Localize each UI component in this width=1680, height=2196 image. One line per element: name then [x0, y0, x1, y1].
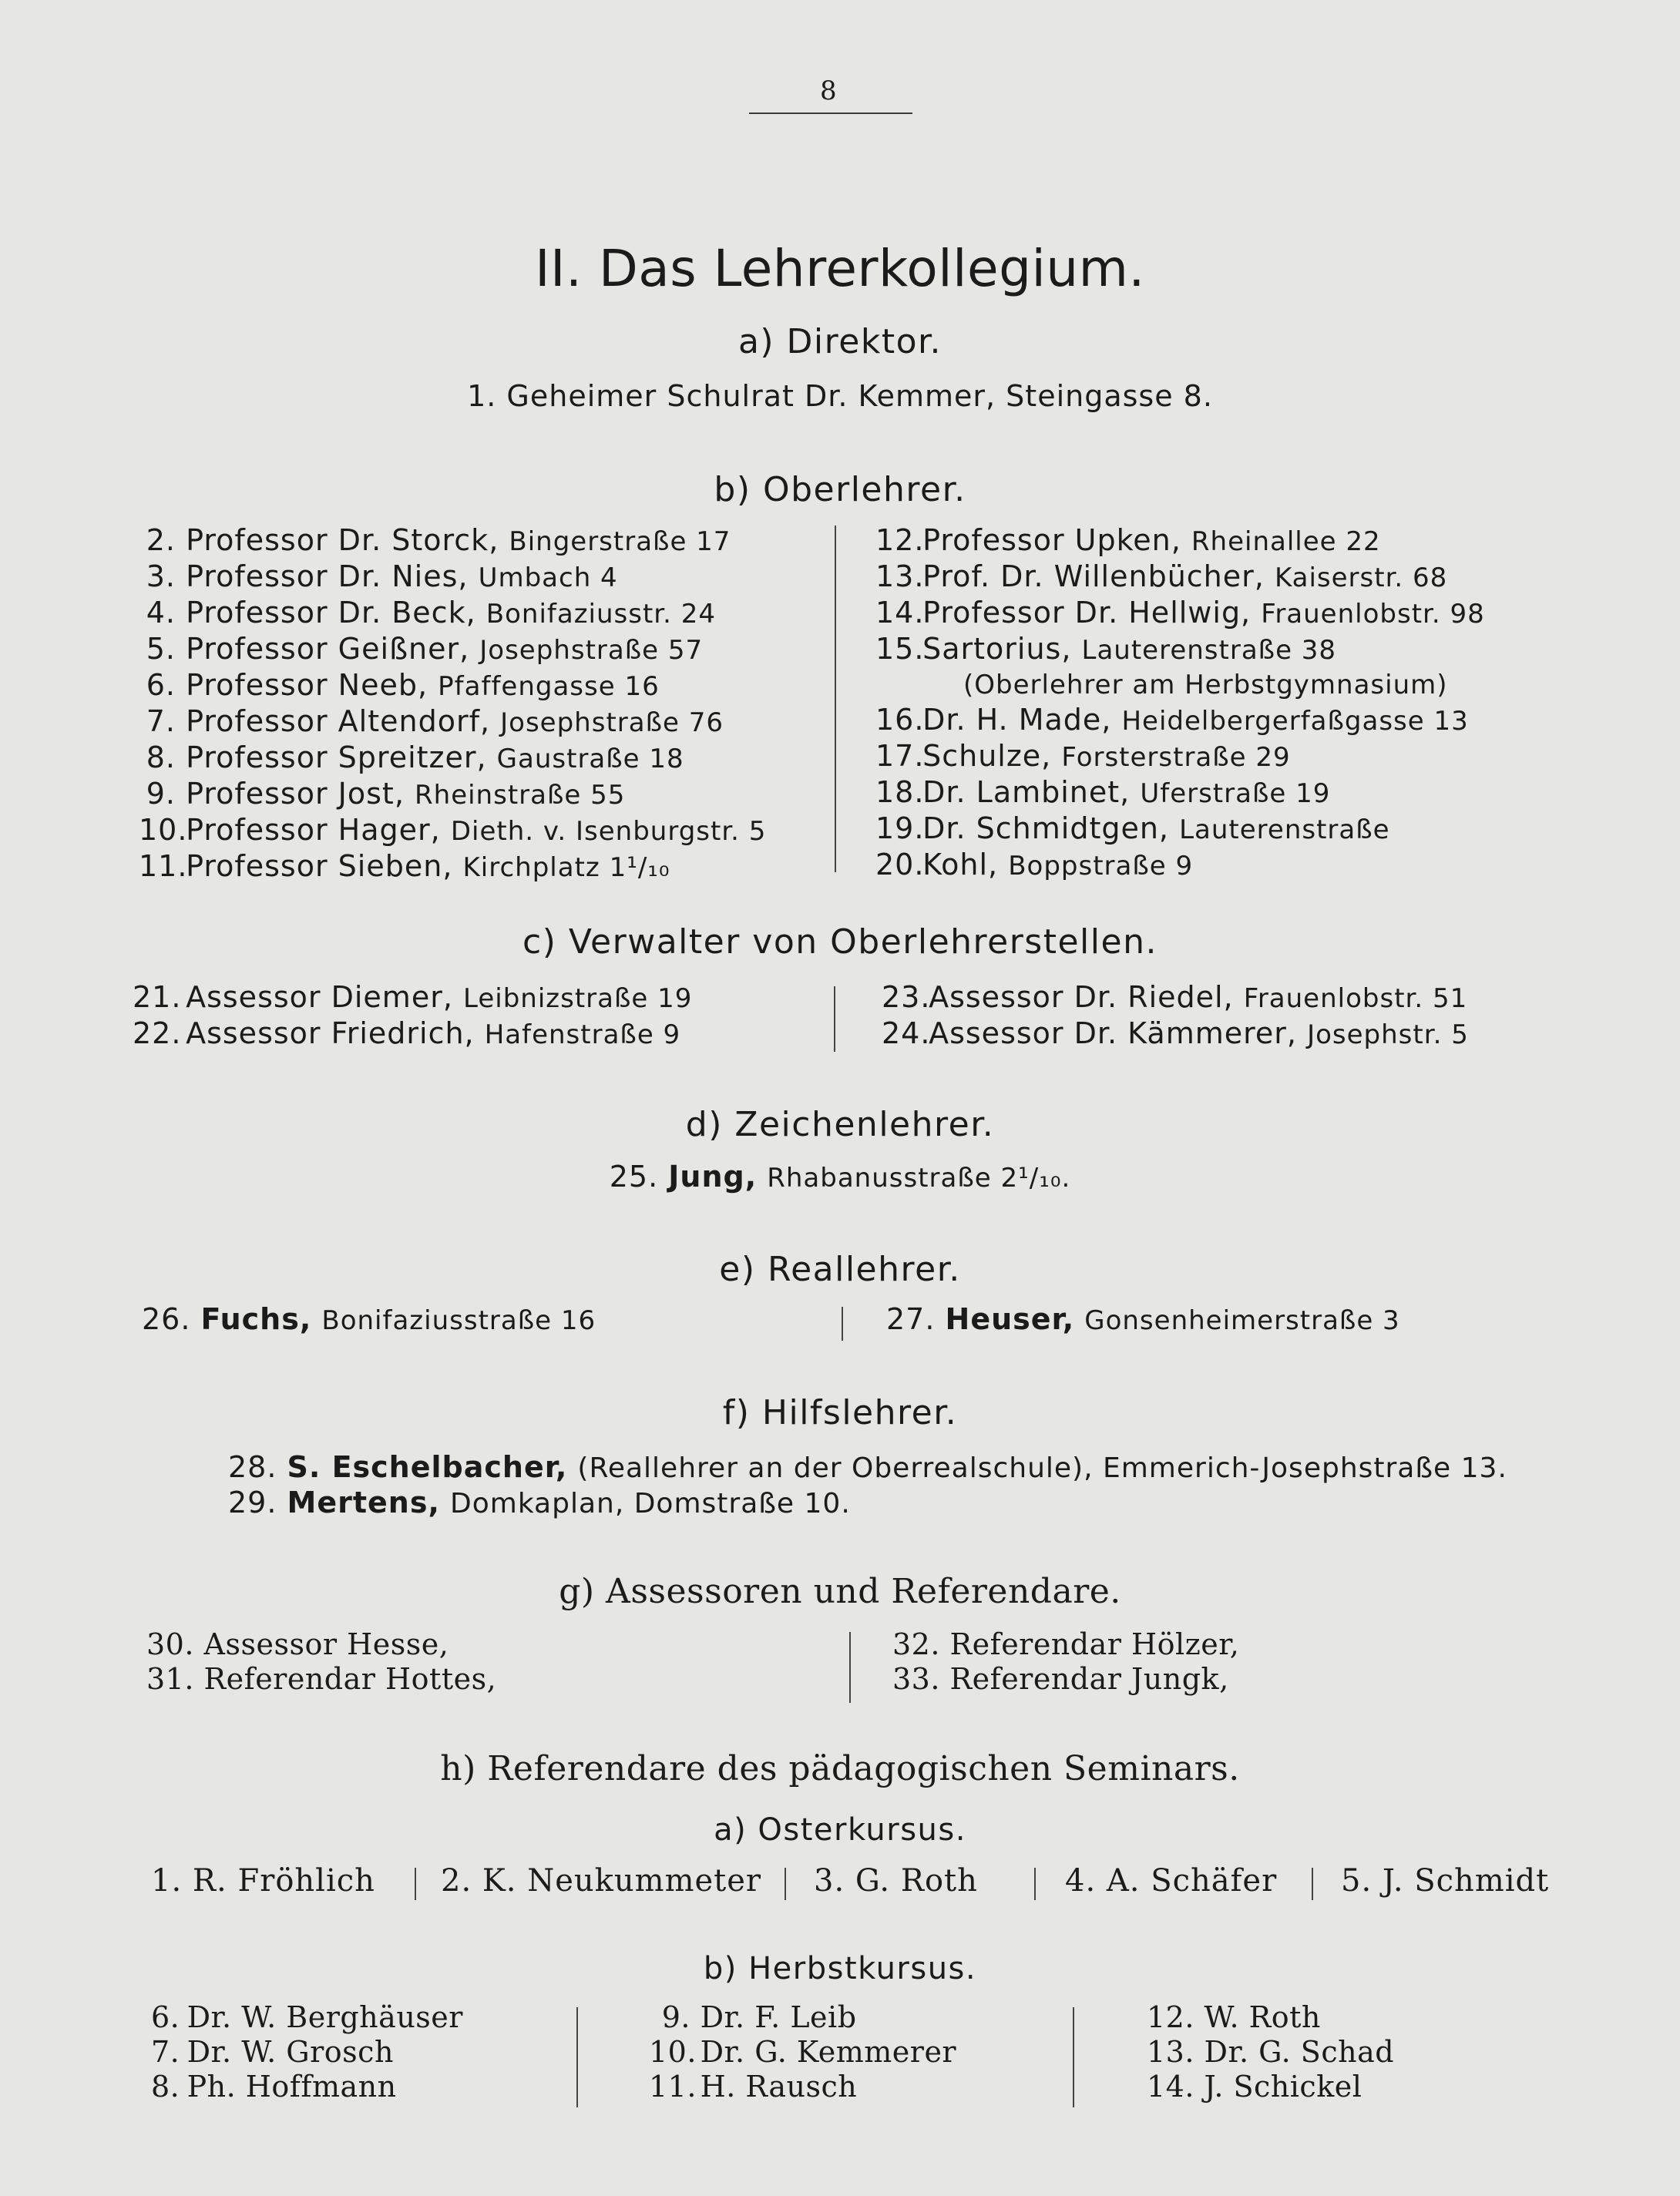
- entry-address: Steingasse 8.: [1006, 379, 1213, 413]
- page-number-rule: [749, 112, 912, 114]
- section-heading-oberlehrer: b) Oberlehrer.: [714, 470, 966, 509]
- section-heading-direktor: a) Direktor.: [738, 322, 942, 361]
- list-item: 2. K. Neukummeter: [441, 1863, 762, 1899]
- column-divider: [1073, 2007, 1074, 2107]
- list-item: 8. Professor Spreitzer, Gaustraße 18: [146, 740, 684, 774]
- verwalter-left-list: [133, 980, 692, 1053]
- list-item: 10. Professor Hager, Dieth. v. Isenburgstr. 5: [139, 813, 767, 847]
- list-item: 7. Dr. W. Grosch: [151, 2035, 394, 2069]
- reallehrer-left-entry: 26. Fuchs, Bonifaziusstraße 16: [142, 1302, 596, 1336]
- section-heading-hilfslehrer: f) Hilfslehrer.: [722, 1393, 958, 1432]
- list-item: 14. J. Schickel: [1147, 2070, 1362, 2104]
- entry-number: 1.: [467, 379, 497, 413]
- column-divider: [1034, 1868, 1036, 1900]
- list-item: 31. Referendar Hottes,: [146, 1662, 497, 1696]
- section-heading-zeichenlehrer: d) Zeichenlehrer.: [685, 1105, 995, 1144]
- section-heading-verwalter: c) Verwalter von Oberlehrerstellen.: [522, 922, 1158, 962]
- list-item: 13. Prof. Dr. Willenbücher, Kaiserstr. 68: [875, 559, 1448, 593]
- zeichenlehrer-entry: 25. Jung, Rhabanusstraße 2¹/₁₀.: [609, 1160, 1071, 1194]
- list-item: 6. Dr. W. Berghäuser: [151, 2000, 463, 2034]
- column-divider: [785, 1868, 786, 1900]
- list-item: 4. A. Schäfer: [1065, 1863, 1278, 1899]
- herbst-col3-list: [1147, 2000, 1394, 2104]
- reallehrer-right-entry: 27. Heuser, Gonsenheimerstraße 3: [886, 1302, 1400, 1336]
- list-item: 32. Referendar Hölzer,: [892, 1627, 1240, 1661]
- hilfslehrer-list: [228, 1450, 1507, 1521]
- assessoren-left-list: [146, 1627, 496, 1697]
- list-item: 5. J. Schmidt: [1341, 1863, 1550, 1899]
- section-heading-reallehrer: e) Reallehrer.: [719, 1250, 961, 1289]
- list-item: 3. Professor Dr. Nies, Umbach 4: [146, 559, 618, 593]
- list-item: 29. Mertens, Domkaplan, Domstraße 10.: [228, 1486, 851, 1519]
- list-item: 18. Dr. Lambinet, Uferstraße 19: [875, 775, 1331, 809]
- list-item: 12. W. Roth: [1147, 2000, 1321, 2034]
- list-item: 19. Dr. Schmidtgen, Lauterenstraße: [875, 811, 1390, 845]
- column-divider: [415, 1868, 416, 1900]
- list-item: 15. Sartorius, Lauterenstraße 38: [875, 632, 1337, 666]
- list-item: 30. Assessor Hesse,: [146, 1627, 449, 1661]
- list-item: 1. R. Fröhlich: [151, 1863, 375, 1899]
- column-divider: [576, 2007, 578, 2107]
- list-item: 4. Professor Dr. Beck, Bonifaziusstr. 24: [146, 596, 717, 630]
- column-divider: [835, 525, 836, 872]
- list-item: 6. Professor Neeb, Pfaffengasse 16: [146, 668, 660, 702]
- column-divider: [1312, 1868, 1313, 1900]
- list-item: 9. Professor Jost, Rheinstraße 55: [146, 777, 626, 811]
- subsection-heading-oster: a) Osterkursus.: [714, 1812, 966, 1848]
- column-divider: [842, 1307, 843, 1341]
- entry-title: Geheimer Schulrat: [506, 379, 805, 413]
- herbst-col1-list: [151, 2000, 463, 2104]
- list-item: 3. G. Roth: [814, 1863, 978, 1899]
- list-item: 2. Professor Dr. Storck, Bingerstraße 17: [146, 523, 731, 557]
- list-item: 21. Assessor Diemer, Leibnizstraße 19: [133, 980, 693, 1014]
- direktor-entry: [0, 379, 1680, 414]
- list-item: 11. Professor Sieben, Kirchplatz 1¹/₁₀: [139, 849, 670, 883]
- list-item: 24. Assessor Dr. Kämmerer, Josephstr. 5: [882, 1016, 1469, 1050]
- list-item: 23. Assessor Dr. Riedel, Frauenlobstr. 51: [882, 980, 1468, 1014]
- entry-name: Dr. Kemmer,: [805, 379, 996, 413]
- oberlehrer-right-list: [875, 523, 1485, 884]
- list-item: 17. Schulze, Forsterstraße 29: [875, 739, 1291, 773]
- page-number: 8: [820, 76, 837, 106]
- section-heading-seminar: h) Referendare des pädagogischen Seminars.: [440, 1749, 1240, 1788]
- assessoren-right-list: [892, 1627, 1239, 1697]
- column-divider: [849, 1632, 851, 1703]
- list-item: 9. Dr. F. Leib: [661, 2000, 857, 2034]
- list-item: 11. H. Rausch: [649, 2070, 858, 2104]
- list-item: 16. Dr. H. Made, Heidelbergerfaßgasse 13: [875, 703, 1469, 737]
- column-divider: [834, 986, 835, 1052]
- list-item: 7. Professor Altendorf, Josephstraße 76: [146, 704, 724, 738]
- list-item: 20. Kohl, Boppstraße 9: [875, 848, 1194, 881]
- list-item: 12. Professor Upken, Rheinallee 22: [875, 523, 1381, 557]
- list-item: 10. Dr. G. Kemmerer: [649, 2035, 957, 2069]
- subsection-heading-herbst: b) Herbstkursus.: [703, 1951, 977, 1986]
- list-item: 5. Professor Geißner, Josephstraße 57: [146, 632, 704, 666]
- list-item: 33. Referendar Jungk,: [892, 1662, 1229, 1696]
- oberlehrer-left-list: [139, 523, 766, 885]
- list-item: 8. Ph. Hoffmann: [151, 2070, 397, 2104]
- herbst-col2-list: [649, 2000, 956, 2104]
- section-heading-assessoren: g) Assessoren und Referendare.: [559, 1572, 1121, 1611]
- page-title: II. Das Lehrerkollegium.: [535, 239, 1145, 298]
- list-item: 22. Assessor Friedrich, Hafenstraße 9: [133, 1016, 681, 1050]
- verwalter-right-list: [882, 980, 1469, 1053]
- list-item-note: (Oberlehrer am Herbstgymnasium): [963, 670, 1448, 700]
- list-item: 13. Dr. G. Schad: [1147, 2035, 1395, 2069]
- list-item: 28. S. Eschelbacher, (Reallehrer an der Oberrealschule), Emmerich-Josephstraße 13.: [228, 1450, 1507, 1484]
- list-item: 14. Professor Dr. Hellwig, Frauenlobstr. 98: [875, 596, 1485, 630]
